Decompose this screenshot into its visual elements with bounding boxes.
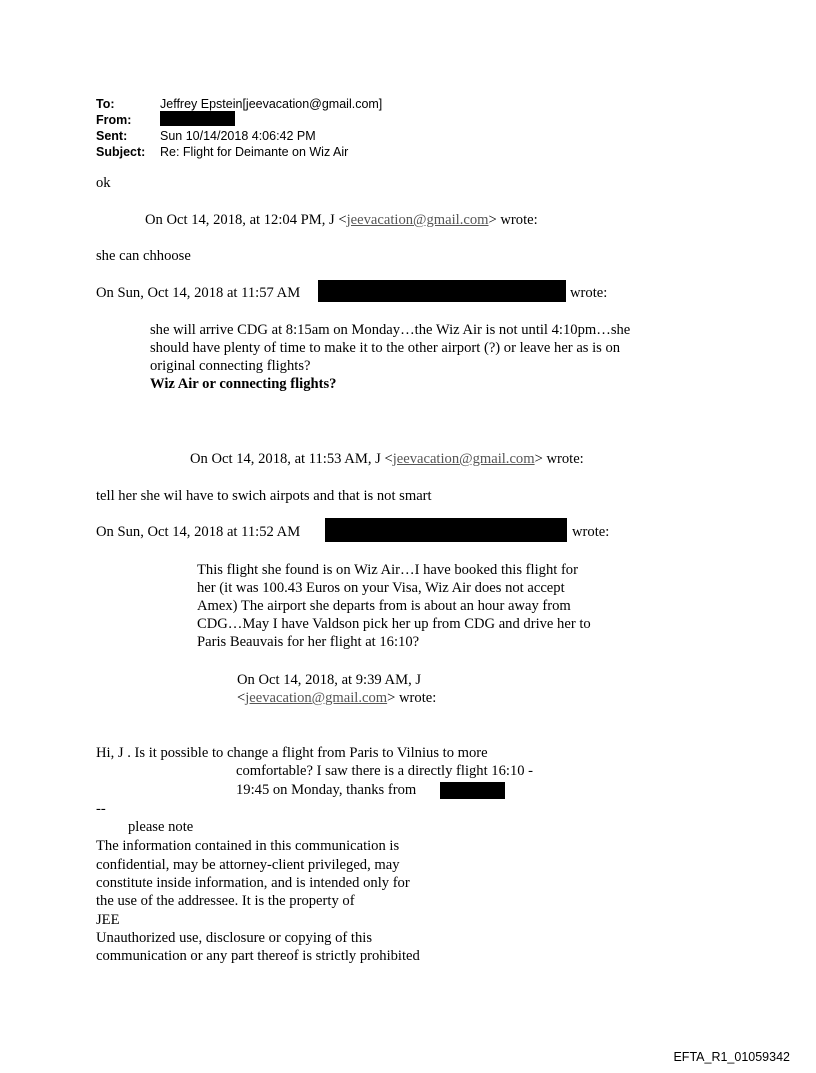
msg-arrive-3: original connecting flights? xyxy=(150,358,311,374)
reply-ok: ok xyxy=(96,175,111,191)
sig-dashes: -- xyxy=(96,801,106,817)
quote-line-1152: On Sun, Oct 14, 2018 at 11:52 AM xyxy=(96,524,301,540)
msg-choose: she can chhoose xyxy=(96,248,191,264)
redaction-from xyxy=(160,111,235,126)
sig-line-6: Unauthorized use, disclosure or copying of this xyxy=(96,930,373,946)
quote-line-939: On Oct 14, 2018, at 9:39 AM, J xyxy=(237,672,422,688)
msg-flight-2: her (it was 100.43 Euros on your Visa, Wiz Air does not accept xyxy=(197,580,565,596)
msg-flight-4: CDG…May I have Valdson pick her up from CDG and drive her to xyxy=(197,616,591,632)
to-label: To: xyxy=(96,97,115,111)
redaction-1152 xyxy=(325,518,567,542)
redaction-from-name xyxy=(440,782,505,799)
quote-wrote-1152: wrote: xyxy=(572,524,610,540)
subject-label: Subject: xyxy=(96,145,146,159)
to-value: Jeffrey Epstein[jeevacation@gmail.com] xyxy=(160,97,383,111)
msg-question: Wiz Air or connecting flights? xyxy=(150,376,337,392)
msg-hi-3: 19:45 on Monday, thanks from xyxy=(236,782,417,798)
msg-hi-1: Hi, J . Is it possible to change a flight from Paris to Vilnius to more xyxy=(96,745,488,761)
msg-flight-5: Paris Beauvais for her flight at 16:10? xyxy=(197,634,420,650)
msg-switch: tell her she wil have to swich airpots and that is not smart xyxy=(96,488,432,504)
sig-line-3: constitute inside information, and is intended only for xyxy=(96,875,410,891)
msg-flight-3: Amex) The airport she departs from is about an hour away from xyxy=(197,598,571,614)
quote-line-1157: On Sun, Oct 14, 2018 at 11:57 AM xyxy=(96,285,301,301)
sent-label: Sent: xyxy=(96,129,128,143)
document-id: EFTA_R1_01059342 xyxy=(673,1050,790,1064)
sig-line-5: JEE xyxy=(96,912,120,928)
email-link[interactable]: jeevacation@gmail.com xyxy=(346,212,489,228)
email-link[interactable]: jeevacation@gmail.com xyxy=(245,690,388,706)
subject-value: Re: Flight for Deimante on Wiz Air xyxy=(160,145,349,159)
redaction-1157 xyxy=(318,280,566,302)
msg-flight-1: This flight she found is on Wiz Air…I have booked this flight for xyxy=(197,562,578,578)
msg-arrive-1: she will arrive CDG at 8:15am on Monday…the Wiz Air is not until 4:10pm…she xyxy=(150,322,631,338)
msg-arrive-2: should have plenty of time to make it to the other airport (?) or leave her as is on xyxy=(150,340,621,356)
sig-note: please note xyxy=(128,819,194,835)
quote-line-1153: On Oct 14, 2018, at 11:53 AM, J <jeevacation@gmail.com> wrote: xyxy=(190,451,584,467)
quote-line-939-email: <jeevacation@gmail.com> wrote: xyxy=(237,690,437,706)
sig-line-7: communication or any part thereof is strictly prohibited xyxy=(96,948,420,964)
sig-line-1: The information contained in this communication is xyxy=(96,838,400,854)
email-link[interactable]: jeevacation@gmail.com xyxy=(392,451,535,467)
sig-line-2: confidential, may be attorney-client privileged, may xyxy=(96,857,400,873)
quote-line-1204: On Oct 14, 2018, at 12:04 PM, J <jeevacation@gmail.com> wrote: xyxy=(145,212,538,228)
from-label: From: xyxy=(96,113,132,127)
sent-value: Sun 10/14/2018 4:06:42 PM xyxy=(160,129,316,143)
quote-wrote-1157: wrote: xyxy=(570,285,608,301)
msg-hi-2: comfortable? I saw there is a directly flight 16:10 - xyxy=(236,763,534,779)
sig-line-4: the use of the addressee. It is the property of xyxy=(96,893,355,909)
